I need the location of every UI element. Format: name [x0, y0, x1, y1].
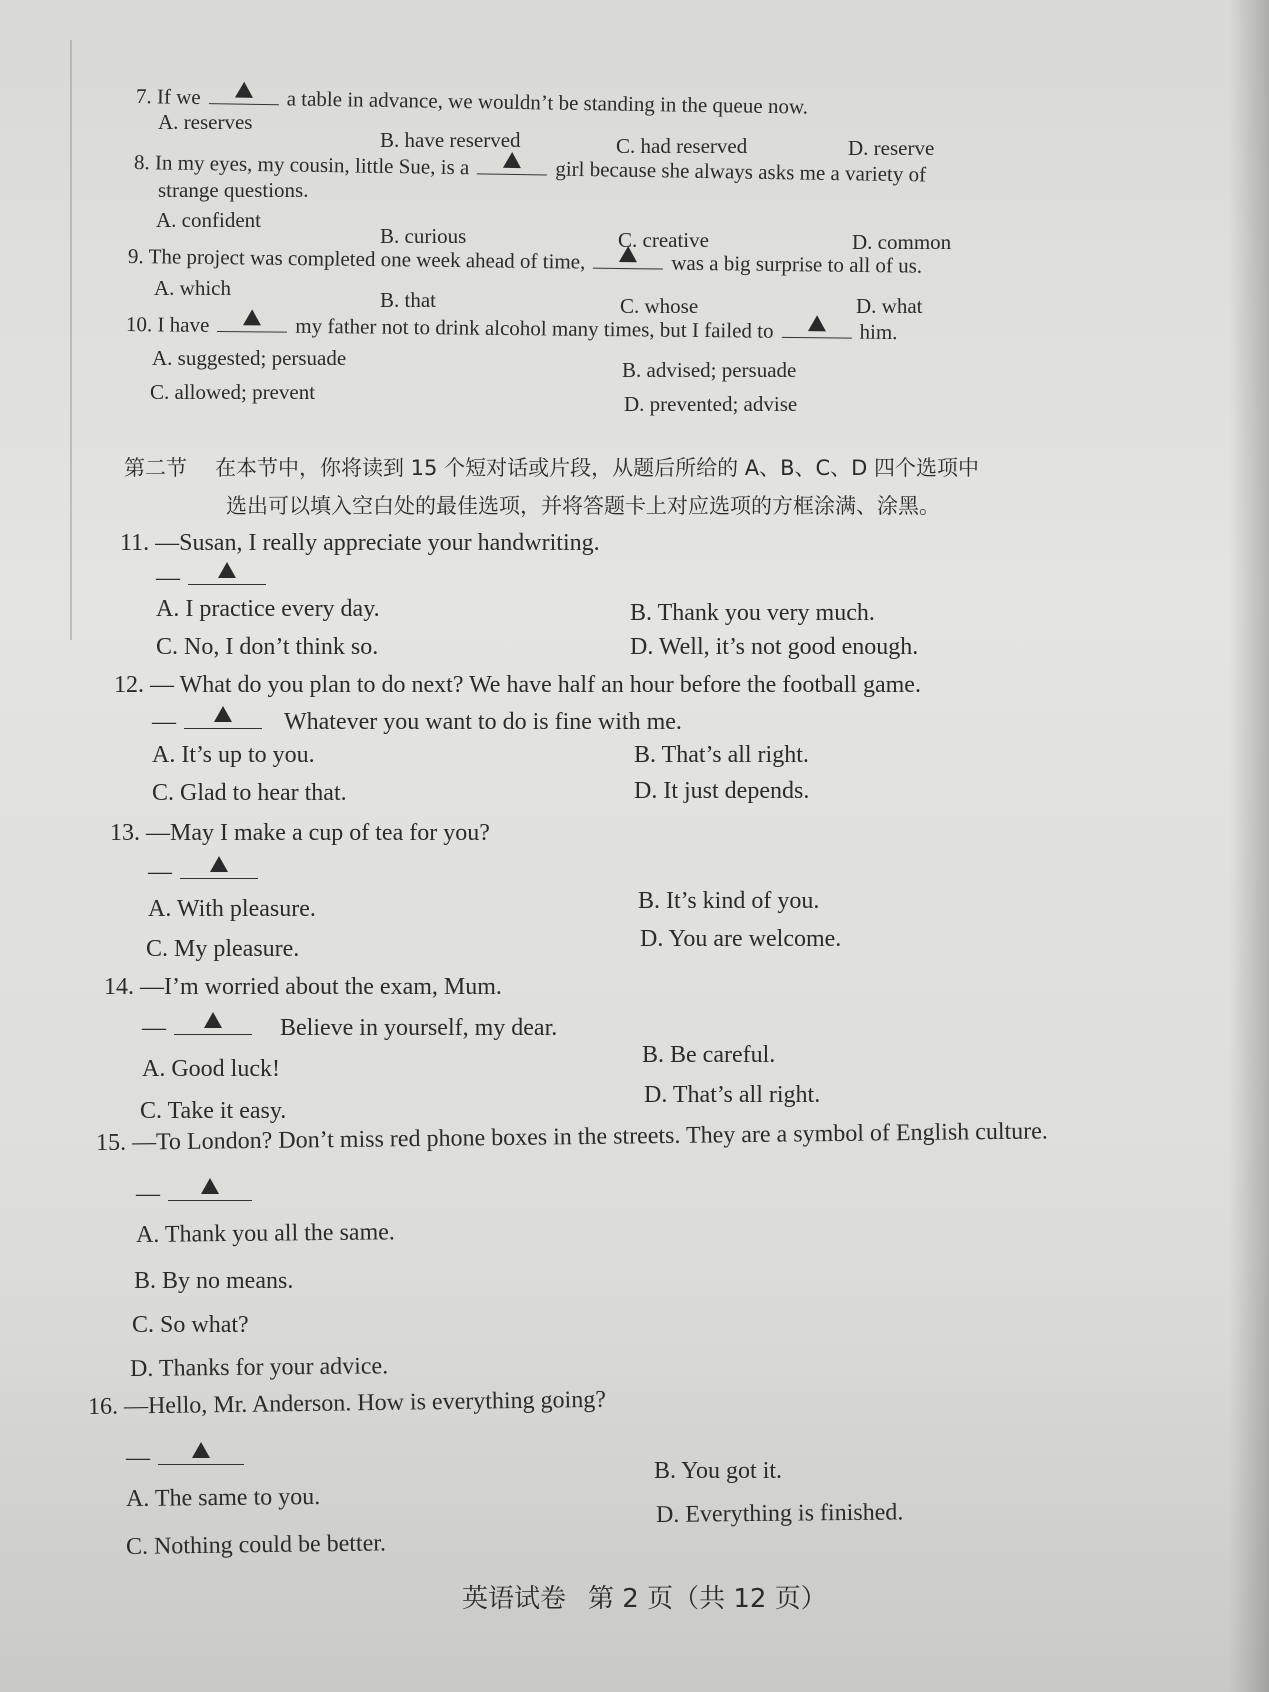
triangle-icon	[210, 856, 228, 872]
answer-blank	[158, 1442, 244, 1465]
option-d: D. what	[856, 294, 923, 318]
option-d: D. It just depends.	[634, 778, 810, 804]
answer-blank	[184, 706, 262, 729]
response-line: —	[148, 856, 266, 886]
triangle-icon	[218, 562, 236, 578]
question-12: 12. — What do you plan to do next? We have half an hour before the football game.	[114, 672, 921, 698]
option-a: A. With pleasure.	[148, 896, 316, 922]
option-b: B. Thank you very much.	[630, 600, 875, 626]
option-b: B. By no means.	[134, 1268, 294, 1294]
answer-blank-2	[782, 315, 852, 339]
option-d: D. You are welcome.	[640, 926, 842, 952]
response-line: — Whatever you want to do is fine with me.	[152, 706, 682, 736]
page-footer: 英语试卷 第 2 页（共 12 页）	[462, 1584, 827, 1614]
triangle-icon	[204, 1012, 222, 1028]
response-line: —	[126, 1442, 252, 1472]
option-c: C. creative	[618, 228, 709, 252]
answer-blank	[180, 856, 258, 879]
answer-blank	[174, 1012, 252, 1035]
question-8: 8. In my eyes, my cousin, little Sue, is a girl because she always asks me a variety of	[133, 150, 927, 187]
question-15: 15. —To London? Don’t miss red phone boxes in the streets. They are a symbol of English culture.	[95, 1118, 1049, 1156]
page-edge-shadow	[1229, 0, 1269, 1692]
option-b: B. That’s all right.	[634, 742, 809, 768]
option-c: C. Take it easy.	[140, 1098, 287, 1124]
answer-blank	[217, 309, 287, 333]
option-a: A. Good luck!	[142, 1056, 280, 1082]
question-11: 11. —Susan, I really appreciate your handwriting.	[120, 530, 600, 556]
triangle-icon	[214, 706, 232, 722]
section-instruction-line2: 选出可以填入空白处的最佳选项，并将答题卡上对应选项的方框涂满、涂黑。	[226, 494, 940, 518]
option-b: B. You got it.	[654, 1458, 783, 1484]
answer-blank	[477, 151, 547, 175]
triangle-icon	[243, 309, 261, 325]
response-line: — Believe in yourself, my dear.	[142, 1012, 557, 1042]
page-fold-line	[70, 40, 72, 640]
answer-blank	[209, 81, 279, 105]
answer-blank	[168, 1178, 252, 1201]
answer-blank	[188, 562, 266, 585]
triangle-icon	[192, 1442, 210, 1458]
option-a: A. It’s up to you.	[152, 742, 315, 768]
option-b: B. have reserved	[380, 128, 521, 152]
option-c: C. allowed; prevent	[150, 380, 316, 404]
option-a: A. The same to you.	[125, 1483, 321, 1512]
triangle-icon	[201, 1178, 219, 1194]
triangle-icon	[808, 315, 826, 331]
section-title: 第二节 在本节中，你将读到 15 个短对话或片段，从题后所给的 A、B、C、D 四个选项中	[124, 456, 980, 480]
response-line: —	[156, 562, 274, 592]
option-a: A. I practice every day.	[156, 596, 380, 622]
option-c: C. My pleasure.	[146, 936, 300, 962]
option-b: B. Be careful.	[642, 1042, 776, 1068]
option-a: A. Thank you all the same.	[135, 1219, 395, 1248]
option-a: A. suggested; persuade	[152, 346, 347, 370]
option-b: B. It’s kind of you.	[638, 888, 820, 914]
option-d: D. Well, it’s not good enough.	[630, 634, 919, 660]
option-c: C. had reserved	[616, 134, 748, 158]
option-c: C. So what?	[132, 1312, 249, 1338]
option-d: D. Thanks for your advice.	[129, 1353, 389, 1382]
question-7: 7. If we a table in advance, we wouldn’t be standing in the queue now.	[136, 80, 808, 120]
question-8-continuation: strange questions.	[158, 178, 309, 202]
option-c: C. Nothing could be better.	[125, 1530, 387, 1560]
answer-blank	[593, 246, 663, 270]
question-14: 14. —I’m worried about the exam, Mum.	[104, 974, 502, 1000]
option-c: C. whose	[620, 294, 699, 318]
question-10: 10. I have my father not to drink alcohol many times, but I failed to him.	[126, 308, 898, 345]
triangle-icon	[235, 82, 253, 98]
option-b: B. curious	[380, 224, 467, 248]
option-d: D. That’s all right.	[644, 1082, 821, 1108]
option-d: D. prevented; advise	[624, 392, 798, 416]
option-d: D. common	[852, 230, 952, 254]
option-d: D. reserve	[848, 136, 935, 160]
question-9: 9. The project was completed one week ahead of time, was a big surprise to all of us.	[127, 244, 923, 278]
option-c: C. Glad to hear that.	[152, 780, 347, 806]
option-d: D. Everything is finished.	[655, 1499, 904, 1528]
question-13: 13. —May I make a cup of tea for you?	[110, 820, 490, 846]
response-line: —	[136, 1178, 260, 1208]
option-c: C. No, I don’t think so.	[156, 634, 379, 660]
option-a: A. which	[154, 276, 231, 300]
triangle-icon	[619, 246, 637, 262]
question-16: 16. —Hello, Mr. Anderson. How is everything going?	[87, 1386, 607, 1420]
option-b: B. that	[380, 288, 436, 312]
option-b: B. advised; persuade	[622, 358, 797, 382]
option-a: A. reserves	[158, 110, 253, 134]
triangle-icon	[503, 152, 521, 168]
option-a: A. confident	[156, 208, 261, 232]
